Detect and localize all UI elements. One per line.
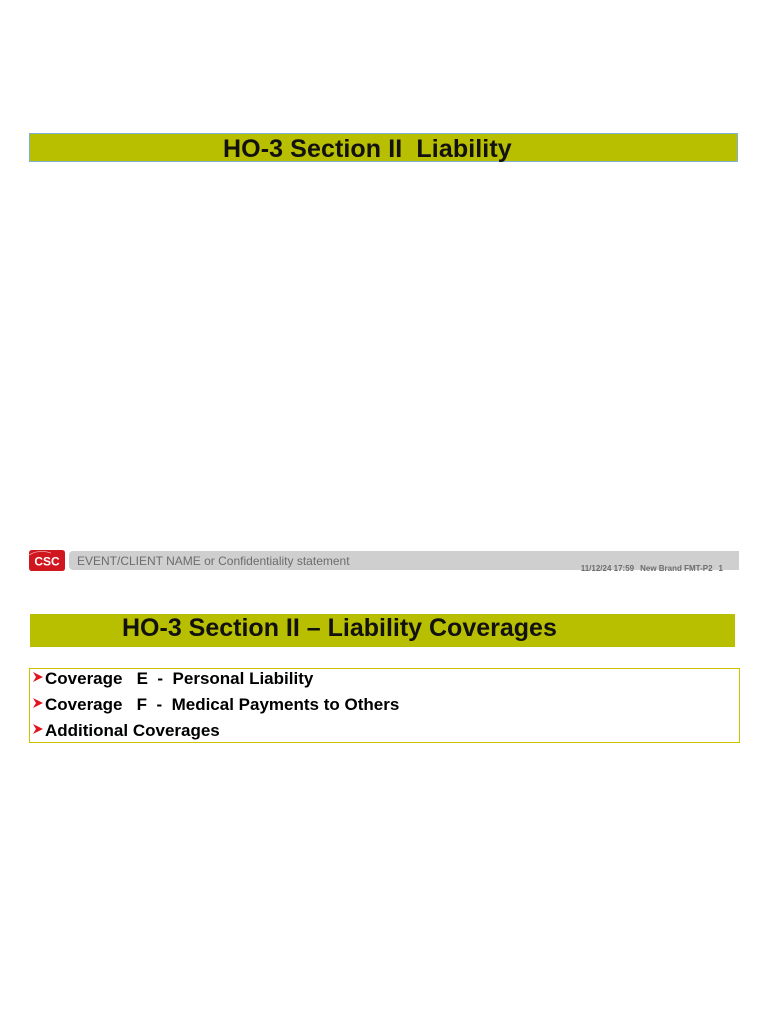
footer-meta xyxy=(561,555,723,582)
arrow-bullet-icon xyxy=(32,671,44,683)
slide-footer xyxy=(29,550,739,571)
confidentiality-statement: EVENT/CLIENT NAME or Confidentiality statement xyxy=(77,554,350,568)
slide1-title: HO-3 Section II Liability xyxy=(223,135,512,163)
slide2-title-bar xyxy=(30,614,735,647)
footer-brand: New Brand FMT-P2 xyxy=(640,564,713,573)
csc-logo-icon xyxy=(29,550,65,571)
list-item xyxy=(32,695,399,717)
slide1-title-bar xyxy=(29,133,738,162)
coverage-list xyxy=(29,668,740,743)
arrow-bullet-icon xyxy=(32,697,44,709)
arrow-bullet-icon xyxy=(32,723,44,735)
slide2-title: HO-3 Section II – Liability Coverages xyxy=(122,614,557,642)
list-item-text: Additional Coverages xyxy=(45,721,220,740)
footer-bar xyxy=(69,551,739,573)
list-item-text: Coverage F - Medical Payments to Others xyxy=(45,695,400,714)
footer-timestamp: 11/12/24 17:59 xyxy=(580,564,635,573)
csc-logo-text: CSC xyxy=(34,554,60,569)
list-item xyxy=(32,669,313,691)
list-item-text: Coverage E - Personal Liability xyxy=(45,669,314,688)
footer-page-number: 1 xyxy=(718,564,723,573)
list-item xyxy=(32,721,220,743)
